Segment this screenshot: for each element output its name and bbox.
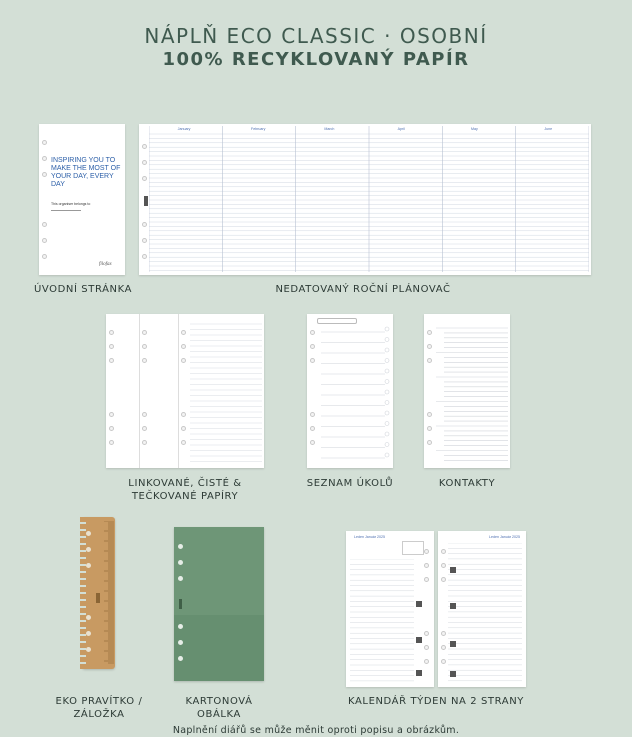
planner-month-2: March — [324, 127, 335, 131]
planner-month-4: May — [471, 127, 478, 131]
lined-pages-label-line2: TEČKOVANÉ PAPÍRY — [131, 491, 239, 502]
contacts-rows — [436, 320, 508, 466]
card-cover-image — [174, 527, 264, 681]
todo-list-image — [307, 314, 393, 468]
week-calendar-label: KALENDÁŘ TÝDEN NA 2 STRANY — [347, 696, 525, 707]
contacts-label: KONTAKTY — [438, 478, 496, 489]
lined-plain-dotted-pages-image — [106, 314, 264, 468]
page-subtitle: 100% RECYKLOVANÝ PAPÍR — [162, 49, 470, 70]
contacts-image — [424, 314, 510, 468]
week-calendar-right-page — [438, 531, 526, 687]
eco-ruler-image — [82, 517, 115, 669]
intro-cover-text: INSPIRING YOU TO MAKE THE MOST OF YOUR DAY, EVERY DAY — [51, 157, 121, 188]
card-cover-label-line1: KARTONOVÁ — [185, 696, 253, 707]
planner-month-1: February — [251, 127, 266, 131]
lined-pages-label — [106, 477, 264, 503]
week-right-lines — [448, 543, 522, 685]
week-left-lines — [350, 559, 424, 685]
todo-list-rows — [321, 326, 391, 466]
footer-note: Naplnění diářů se může měnit oproti popisu a obrázkům. — [172, 725, 460, 736]
todo-list-label: SEZNAM ÚKOLŮ — [306, 478, 394, 489]
intro-page-image — [39, 124, 125, 275]
eco-ruler-label-line2: ZÁLOŽKA — [73, 709, 125, 720]
lined-page-lines — [190, 320, 262, 466]
annual-planner-label: NEDATOVANÝ ROČNÍ PLÁNOVAČ — [275, 284, 451, 295]
eco-ruler-label — [46, 695, 152, 721]
planner-month-0: January — [177, 127, 191, 131]
eco-ruler-label-line1: EKO PRAVÍTKO / — [55, 696, 143, 707]
lined-pages-label-line1: LINKOVANÉ, ČISTÉ & — [128, 478, 242, 489]
planner-month-3: April — [397, 127, 405, 131]
intro-page-label: ÚVODNÍ STRÁNKA — [33, 284, 133, 295]
intro-belongs-text: This organiser belongs to — [51, 202, 91, 206]
page-title: NÁPLŇ ECO CLASSIC · OSOBNÍ — [144, 24, 488, 48]
week-right-header: Leden Január 2025 — [489, 535, 520, 539]
planner-month-5: June — [544, 127, 553, 131]
week-calendar-left-page — [346, 531, 434, 687]
intro-brand-logo: filofax — [99, 262, 112, 267]
week-left-header: Leden Január 2025 — [354, 535, 385, 539]
card-cover-label-line2: OBÁLKA — [197, 709, 241, 720]
annual-planner-image — [139, 124, 591, 275]
annual-planner-grid — [149, 126, 589, 272]
card-cover-label — [166, 695, 272, 721]
